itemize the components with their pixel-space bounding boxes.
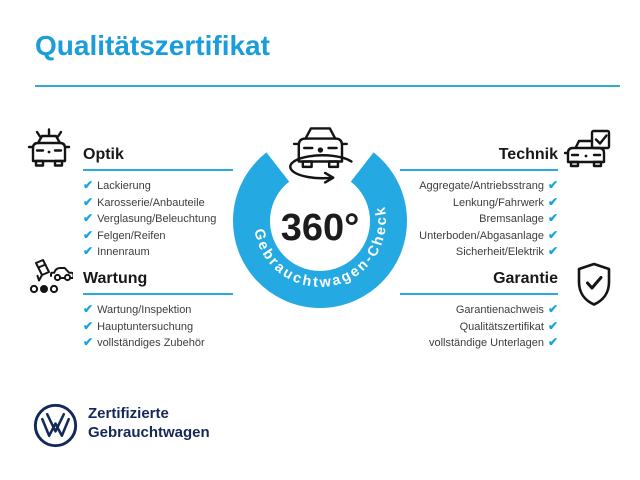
item-label: Hauptuntersuchung xyxy=(97,320,194,333)
item-label: Karosserie/Anbauteile xyxy=(97,196,205,209)
item-label: Innenraum xyxy=(97,246,150,258)
list-item xyxy=(400,335,558,352)
item-label: Bremsanlage xyxy=(479,213,544,225)
brand-text xyxy=(88,404,210,442)
list-item xyxy=(83,228,233,245)
list-item xyxy=(83,195,233,212)
list-item xyxy=(83,244,233,261)
check-icon: ✔ xyxy=(547,302,558,316)
check-icon: ✔ xyxy=(83,244,94,258)
item-label: Lackierung xyxy=(97,180,151,192)
item-label: vollständiges Zubehör xyxy=(97,337,205,349)
check-icon: ✔ xyxy=(547,194,558,209)
check-icon: ✔ xyxy=(83,211,94,225)
list-item xyxy=(83,302,233,319)
list-item xyxy=(400,302,558,319)
section-wartung xyxy=(83,270,233,352)
section-wartung-title: Wartung xyxy=(83,270,233,295)
section-technik-items xyxy=(400,178,558,261)
check-icon: ✔ xyxy=(547,178,558,192)
item-label: Unterboden/Abgasanlage xyxy=(419,229,544,242)
360-check-badge xyxy=(220,121,420,321)
check-icon: ✔ xyxy=(83,318,94,333)
item-label: Wartung/Inspektion xyxy=(97,304,192,316)
list-item xyxy=(400,195,558,212)
list-item xyxy=(83,178,233,195)
section-garantie xyxy=(400,270,558,352)
item-label: Aggregate/Antriebsstrang xyxy=(419,180,544,192)
check-icon: ✔ xyxy=(83,335,94,349)
ring-curved-label: Gebrauchtwagen-Check xyxy=(250,203,390,292)
section-garantie-items xyxy=(400,302,558,352)
item-label: Garantienachweis xyxy=(455,304,544,316)
check-icon: ✔ xyxy=(547,318,558,333)
check-icon: ✔ xyxy=(83,178,94,192)
pencil-car-icon xyxy=(23,257,73,305)
car-shine-icon xyxy=(25,128,73,178)
check-icon: ✔ xyxy=(547,227,558,242)
list-item xyxy=(400,319,558,336)
item-label: Lenkung/Fahrwerk xyxy=(452,196,544,209)
section-optik-title: Optik xyxy=(83,146,233,171)
section-technik xyxy=(400,146,558,261)
check-icon: ✔ xyxy=(547,244,558,258)
shield-check-icon xyxy=(575,262,613,307)
section-garantie-title: Garantie xyxy=(400,270,558,295)
title-divider xyxy=(35,85,620,87)
ring-degrees-label: 360° xyxy=(280,207,360,249)
list-item xyxy=(83,319,233,336)
list-item xyxy=(83,211,233,228)
car-rotate-icon xyxy=(290,128,351,182)
check-icon: ✔ xyxy=(83,227,94,242)
check-icon: ✔ xyxy=(547,335,558,349)
section-technik-title: Technik xyxy=(400,146,558,171)
item-label: Sicherheit/Elektrik xyxy=(455,246,544,258)
brand-line1: Zertifizierte xyxy=(88,405,169,422)
section-wartung-items xyxy=(83,302,233,352)
list-item xyxy=(400,178,558,195)
vw-logo xyxy=(32,402,79,449)
item-label: Felgen/Reifen xyxy=(97,229,166,242)
section-optik-items xyxy=(83,178,233,261)
list-item xyxy=(83,335,233,352)
item-label: vollständige Unterlagen xyxy=(428,337,544,349)
item-label: Qualitätszertifikat xyxy=(459,320,544,333)
list-item xyxy=(400,228,558,245)
check-icon: ✔ xyxy=(83,302,94,316)
check-icon: ✔ xyxy=(547,211,558,225)
item-label: Verglasung/Beleuchtung xyxy=(97,213,217,225)
list-item xyxy=(400,211,558,228)
list-item xyxy=(400,244,558,261)
section-optik xyxy=(83,146,233,261)
page-title: Qualitätszertifikat xyxy=(35,30,270,61)
car-checkbox-icon xyxy=(564,128,614,176)
check-icon: ✔ xyxy=(83,194,94,209)
brand-line2: Gebrauchtwagen xyxy=(88,424,210,441)
